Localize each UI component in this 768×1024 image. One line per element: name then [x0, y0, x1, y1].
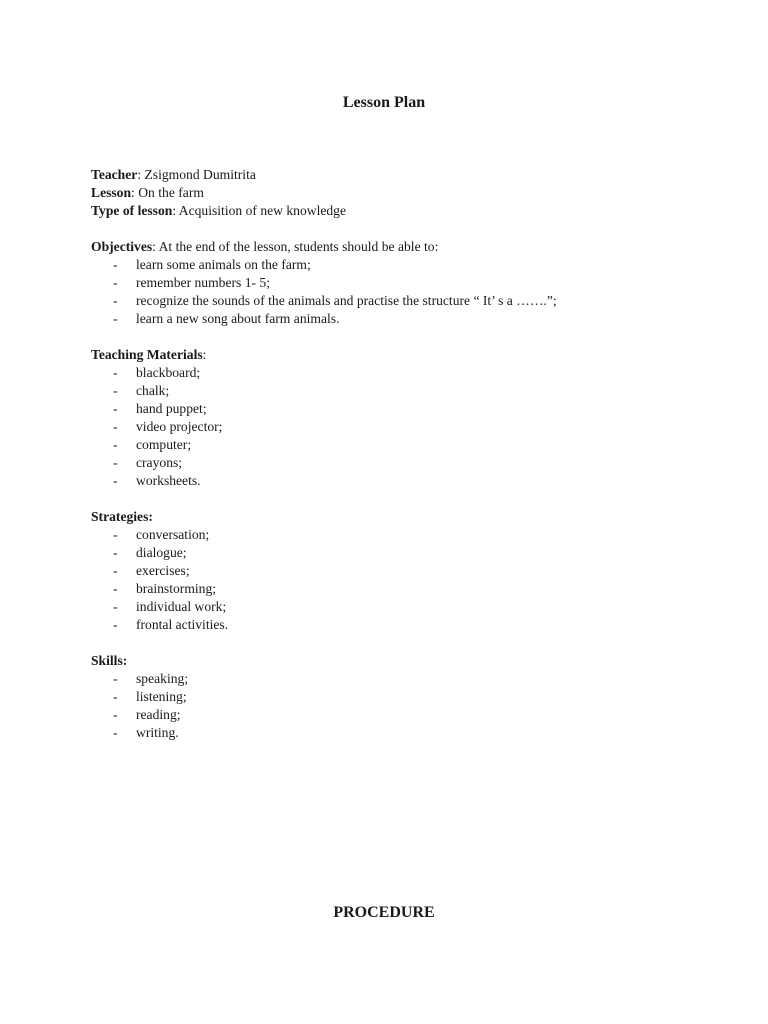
lesson-details — [91, 166, 691, 742]
list-item — [91, 472, 691, 490]
bullet-dash: - — [113, 311, 118, 326]
bullet-dash: - — [113, 275, 118, 290]
list-item — [91, 616, 691, 634]
list-item-text: crayons; — [136, 455, 183, 470]
list-item — [91, 292, 691, 310]
teacher-value: Zsigmond Dumitrita — [144, 167, 256, 182]
teacher-label: Teacher — [91, 167, 138, 182]
list-item-text: remember numbers 1- 5; — [136, 275, 271, 290]
list-item — [91, 688, 691, 706]
list-item-text: reading; — [136, 707, 181, 722]
list-item — [91, 310, 691, 328]
bullet-dash: - — [113, 257, 118, 272]
list-item-text: video projector; — [136, 419, 223, 434]
list-item — [91, 598, 691, 616]
list-item-text: chalk; — [136, 383, 170, 398]
lesson-type-label: Type of lesson — [91, 203, 173, 218]
list-item-text: speaking; — [136, 671, 189, 686]
teaching-materials-list — [91, 364, 691, 490]
bullet-dash: - — [113, 401, 118, 416]
list-item — [91, 562, 691, 580]
bullet-dash: - — [113, 437, 118, 452]
list-item-text: exercises; — [136, 563, 190, 578]
list-item — [91, 706, 691, 724]
list-item — [91, 418, 691, 436]
bullet-dash: - — [113, 383, 118, 398]
list-item-text: hand puppet; — [136, 401, 207, 416]
list-item-text: recognize the sounds of the animals and practise the structure “ It’ s a …….”; — [136, 293, 557, 308]
list-item — [91, 670, 691, 688]
skills-label: Skills: — [91, 653, 128, 668]
list-item-text: worksheets. — [136, 473, 201, 488]
list-item — [91, 364, 691, 382]
objectives-label: Objectives — [91, 239, 153, 254]
lesson-line: Lesson: On the farm — [91, 185, 204, 200]
list-item — [91, 256, 691, 274]
bullet-dash: - — [113, 473, 118, 488]
list-item-text: dialogue; — [136, 545, 187, 560]
bullet-dash: - — [113, 563, 118, 578]
list-item-text: writing. — [136, 725, 179, 740]
list-item-text: conversation; — [136, 527, 210, 542]
bullet-dash: - — [113, 365, 118, 380]
bullet-dash: - — [113, 581, 118, 596]
teaching-materials-heading: Teaching Materials: — [91, 347, 207, 362]
list-item — [91, 400, 691, 418]
list-item-text: computer; — [136, 437, 192, 452]
strategies-list — [91, 526, 691, 634]
strategies-heading — [91, 508, 691, 526]
list-item — [91, 274, 691, 292]
objectives-intro: At the end of the lesson, students should be able to: — [158, 239, 439, 254]
list-item-text: individual work; — [136, 599, 227, 614]
list-item — [91, 724, 691, 742]
document-title: Lesson Plan — [342, 94, 426, 111]
teaching-materials-label: Teaching Materials — [91, 347, 203, 362]
procedure-heading: PROCEDURE — [333, 904, 435, 921]
bullet-dash: - — [113, 671, 118, 686]
lesson-value: On the farm — [138, 185, 204, 200]
strategies-label: Strategies: — [91, 509, 153, 524]
bullet-dash: - — [113, 725, 118, 740]
list-item-text: frontal activities. — [136, 617, 229, 632]
list-item — [91, 436, 691, 454]
list-item — [91, 526, 691, 544]
list-item-text: learn some animals on the farm; — [136, 257, 311, 272]
list-item-text: listening; — [136, 689, 187, 704]
lesson-type-value: Acquisition of new knowledge — [178, 203, 347, 218]
bullet-dash: - — [113, 599, 118, 614]
list-item-text: brainstorming; — [136, 581, 217, 596]
teacher-line: Teacher: Zsigmond Dumitrita — [91, 167, 256, 182]
bullet-dash: - — [113, 545, 118, 560]
bullet-dash: - — [113, 617, 118, 632]
bullet-dash: - — [113, 293, 118, 308]
lesson-type-line: Type of lesson: Acquisition of new knowledge — [91, 203, 347, 218]
skills-heading — [91, 652, 691, 670]
bullet-dash: - — [113, 419, 118, 434]
objectives-heading: Objectives: At the end of the lesson, students should be able to: — [91, 239, 439, 254]
bullet-dash: - — [113, 527, 118, 542]
bullet-dash: - — [113, 455, 118, 470]
list-item — [91, 580, 691, 598]
list-item — [91, 454, 691, 472]
list-item-text: blackboard; — [136, 365, 201, 380]
skills-list — [91, 670, 691, 742]
objectives-list — [91, 256, 691, 328]
list-item-text: learn a new song about farm animals. — [136, 311, 340, 326]
bullet-dash: - — [113, 707, 118, 722]
lesson-label: Lesson — [91, 185, 132, 200]
bullet-dash: - — [113, 689, 118, 704]
list-item — [91, 382, 691, 400]
list-item — [91, 544, 691, 562]
